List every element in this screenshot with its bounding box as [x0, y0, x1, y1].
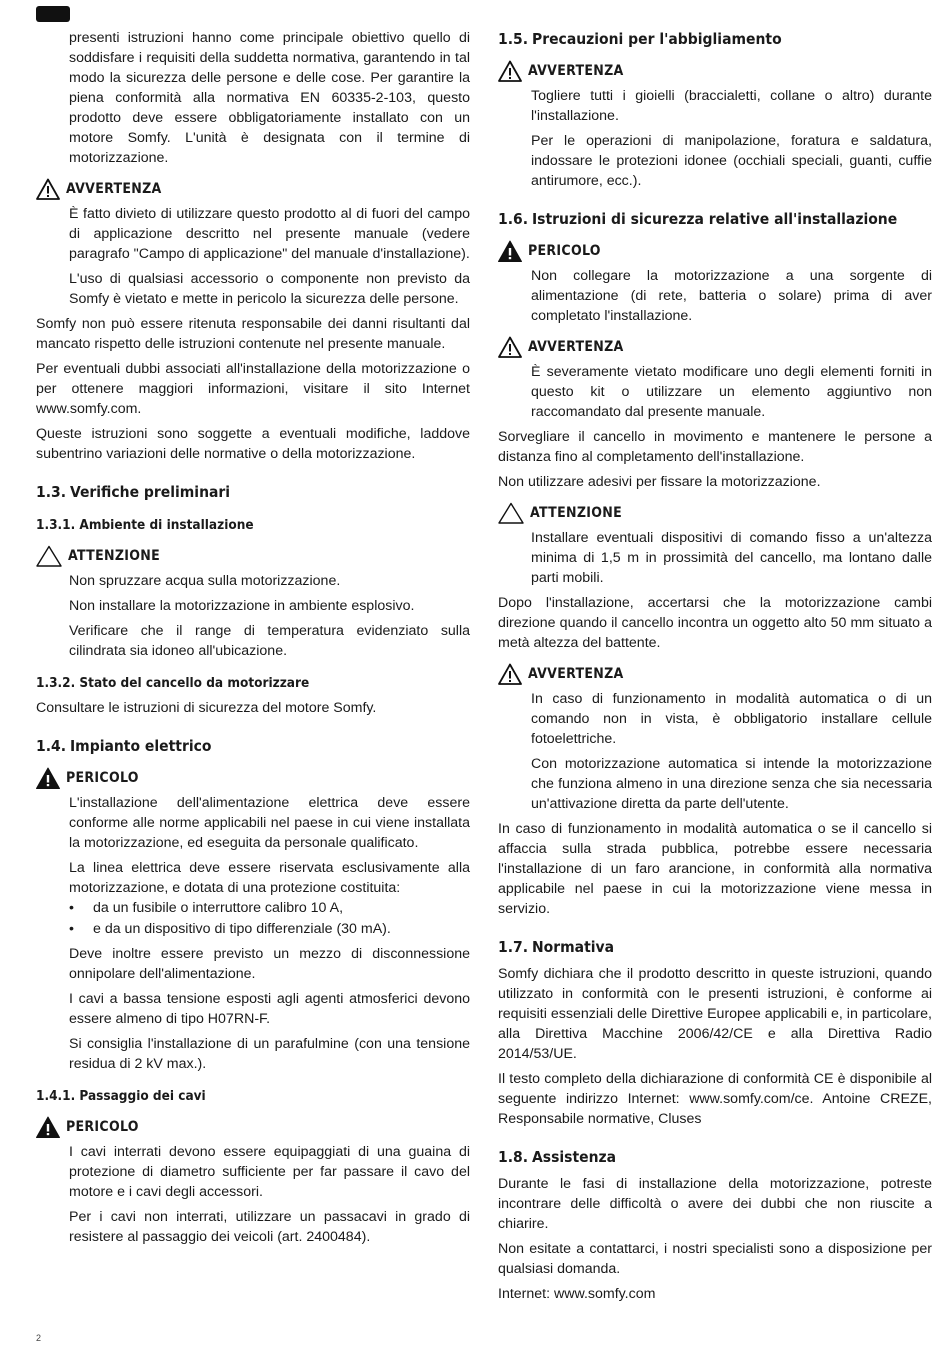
paragraph: Sorvegliare il cancello in movimento e mantenere le persone a distanza fino al completamento dell'installazione. [498, 429, 932, 465]
danger-text: Per i cavi non interrati, utilizzare un passacavi in grado di resistere al passaggio dei veicoli (art. 2400484). [69, 1209, 470, 1245]
paragraph: Non esitate a contattarci, i nostri specialisti sono a disposizione per qualsiasi domanda. [498, 1241, 932, 1277]
danger-heading [36, 1116, 470, 1138]
section-heading-1-4: 1.4. Impianto elettrico [36, 737, 212, 755]
paragraph: Non utilizzare adesivi per fissare la motorizzazione. [498, 474, 821, 490]
subsection-heading-1-3-2: 1.3.2. Stato del cancello da motorizzare [36, 675, 310, 691]
section-heading-1-8: 1.8. Assistenza [498, 1148, 617, 1166]
intro-continuation: presenti istruzioni hanno come principale obiettivo quello di soddisfare i requisiti della suddetta normativa, garantendo in tal modo la sicurezza delle persone e delle cose. Per garantire la piena conformità alla normativa EN 60335-2-103, questo prodotto deve essere obbligatoriamente installato con un motore Somfy. L'unità è designata con il termine di motorizzazione. [69, 30, 470, 166]
warning-text: È fatto divieto di utilizzare questo prodotto al di fuori del campo di applicazione descritto nel presente manuale (vedere paragrafo "Campo di applicazione" del manuale d'installazione). [69, 206, 470, 262]
danger-text: La linea elettrica deve essere riservata esclusivamente alla motorizzazione, e dotata di una protezione costituita: [69, 860, 470, 896]
danger-text: Deve inoltre essere previsto un mezzo di disconnessione onnipolare dell'alimentazione. [69, 946, 470, 982]
section-heading-1-7: 1.7. Normativa [498, 938, 615, 956]
danger-text: Non collegare la motorizzazione a una sorgente di alimentazione (di rete, batteria o solare) prima di aver completato l'installazione. [531, 268, 932, 324]
right-column [498, 28, 932, 1309]
warning-label: AVVERTENZA [528, 339, 624, 355]
caution-triangle-icon [36, 545, 62, 567]
danger-text: I cavi a bassa tensione esposti agli agenti atmosferici devono essere almeno di tipo H07RN-F. [69, 991, 470, 1027]
warning-triangle-icon [498, 336, 522, 358]
caution-text: Installare eventuali dispositivi di comando fisso a un'altezza minima di 1,5 m in prossimità del cancello, ma lontano dalle parti mobili. [531, 530, 932, 586]
paragraph: Dopo l'installazione, accertarsi che la motorizzazione cambi direzione quando il cancello incontra un oggetto alto 50 mm situato a metà altezza del battente. [498, 595, 932, 651]
warning-label: AVVERTENZA [66, 181, 162, 197]
corner-tab-marker [36, 6, 70, 22]
danger-text: L'installazione dell'alimentazione elettrica deve essere conforme alle norme applicabili nel paese in cui viene installata la motorizzazione, ed eseguita da personale qualificato. [69, 795, 470, 851]
warning-triangle-icon [498, 663, 522, 685]
warning-heading [498, 663, 932, 685]
paragraph: Consultare le istruzioni di sicurezza del motore Somfy. [36, 700, 377, 716]
danger-triangle-icon [498, 240, 522, 262]
subsection-heading-1-4-1: 1.4.1. Passaggio dei cavi [36, 1088, 206, 1104]
danger-triangle-icon [36, 1116, 60, 1138]
warning-text: L'uso di qualsiasi accessorio o componente non previsto da Somfy è vietato e mette in pericolo la sicurezza delle persone. [69, 271, 470, 307]
danger-text: Si consiglia l'installazione di un parafulmine (con una tensione residua di 2 kV max.). [69, 1036, 470, 1072]
paragraph: Somfy dichiara che il prodotto descritto in queste istruzioni, quando utilizzato in conformità con le presenti istruzioni, è conforme ai requisiti essenziali delle Direttive Europee applicabili e, in particolare, alla Direttiva Macchine 2006/42/CE e alla Direttiva Radio 2014/53/UE. [498, 966, 932, 1062]
warning-heading [36, 178, 470, 200]
warning-heading [498, 336, 932, 358]
paragraph: Internet: www.somfy.com [498, 1286, 656, 1302]
section-heading-1-3: 1.3. Verifiche preliminari [36, 483, 231, 501]
section-heading-1-6: 1.6. Istruzioni di sicurezza relative all'installazione [498, 210, 898, 228]
danger-triangle-icon [36, 767, 60, 789]
danger-label: PERICOLO [528, 243, 601, 259]
paragraph: In caso di funzionamento in modalità automatica o se il cancello si affaccia sulla strada pubblica, potrebbe essere necessaria l'installazione di un faro arancione, in conformità alla normativa applicabile nel paese in cui la motorizzazione viene messa in servizio. [498, 821, 932, 917]
caution-triangle-icon [498, 502, 524, 524]
bullet-icon: • [69, 921, 74, 937]
caution-label: ATTENZIONE [68, 548, 160, 564]
warning-label: AVVERTENZA [528, 666, 624, 682]
warning-text: Togliere tutti i gioielli (braccialetti, collane o altro) durante l'installazione. [531, 88, 932, 124]
left-column [36, 28, 470, 1252]
warning-text: È severamente vietato modificare uno degli elementi forniti in questo kit o utilizzare un elemento aggiuntivo non raccomandato dal presente manuale. [531, 364, 932, 420]
warning-text: In caso di funzionamento in modalità automatica o di un comando non in vista, è obbligatorio installare cellule fotoelettriche. [531, 691, 932, 747]
list-item: • e da un dispositivo di tipo differenziale (30 mA). [69, 921, 391, 937]
paragraph: Queste istruzioni sono soggette a eventuali modifiche, laddove subentrino variazioni delle normative o della motorizzazione. [36, 426, 470, 462]
caution-label: ATTENZIONE [530, 505, 622, 521]
paragraph: Durante le fasi di installazione della motorizzazione, potreste incontrare delle difficoltà o avere dei dubbi che non riuscite a chiarire. [498, 1176, 932, 1232]
caution-text: Non installare la motorizzazione in ambiente esplosivo. [69, 598, 415, 614]
danger-heading [498, 240, 932, 262]
paragraph: Il testo completo della dichiarazione di conformità CE è disponibile al seguente indirizzo Internet: www.somfy.com/ce. Antoine CREZE, Responsabile normative, Cluses [498, 1071, 932, 1127]
caution-text: Verificare che il range di temperatura evidenziato sulla cilindrata sia idoneo all'ubicazione. [69, 623, 470, 659]
warning-text: Con motorizzazione automatica si intende la motorizzazione che funziona almeno in una direzione senza che sia necessaria un'attivazione diretta da parte dell'utente. [531, 756, 932, 812]
warning-triangle-icon [498, 60, 522, 82]
danger-label: PERICOLO [66, 770, 139, 786]
warning-label: AVVERTENZA [528, 63, 624, 79]
danger-heading [36, 767, 470, 789]
subsection-heading-1-3-1: 1.3.1. Ambiente di installazione [36, 517, 254, 533]
list-item: • da un fusibile o interruttore calibro 10 A, [69, 900, 344, 916]
danger-text: I cavi interrati devono essere equipaggiati di una guaina di protezione di diametro sufficiente per far passare il cavo del motore e i cavi degli accessori. [69, 1144, 470, 1200]
warning-triangle-icon [36, 178, 60, 200]
page-number: 2 [36, 1333, 42, 1343]
section-heading-1-5: 1.5. Precauzioni per l'abbigliamento [498, 30, 782, 48]
caution-heading [36, 545, 470, 567]
bullet-icon: • [69, 900, 74, 916]
paragraph: Per eventuali dubbi associati all'installazione della motorizzazione o per ottenere maggiori informazioni, visitare il sito Internet www.somfy.com. [36, 361, 470, 417]
caution-text: Non spruzzare acqua sulla motorizzazione. [69, 573, 341, 589]
warning-heading [498, 60, 932, 82]
danger-label: PERICOLO [66, 1119, 139, 1135]
warning-text: Per le operazioni di manipolazione, foratura e saldatura, indossare le protezioni idonee (occhiali speciali, guanti, cuffie antirumore, ecc.). [531, 133, 932, 189]
caution-heading [498, 502, 932, 524]
paragraph: Somfy non può essere ritenuta responsabile dei danni risultanti dal mancato rispetto delle istruzioni contenute nel presente manuale. [36, 316, 470, 352]
